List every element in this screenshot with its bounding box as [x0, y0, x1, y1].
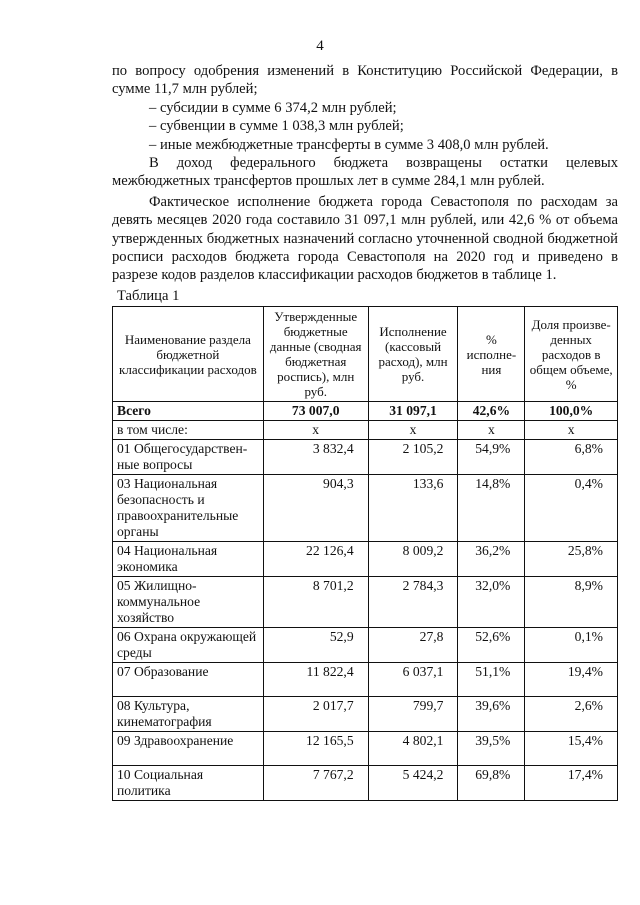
cell-approved: 904,3 — [263, 475, 368, 542]
cell-share: 17,4% — [525, 766, 618, 801]
cell-executed: 133,6 — [368, 475, 458, 542]
cell-section-name: 03 Национальная безопасность и правоохранительные органы — [113, 475, 264, 542]
cell-percent: х — [458, 421, 525, 440]
cell-approved: 52,9 — [263, 628, 368, 663]
header-percent: % исполне-ния — [458, 307, 525, 402]
cell-percent: 36,2% — [458, 542, 525, 577]
paragraph-execution: Фактическое исполнение бюджета города Севастополя по расходам за девять месяцев 2020 года составило 31 097,1 млн рублей, или 42,6 % от объема утвержденных бюджетных назначений согласно уточненной сводной бюджетной росписи расходов бюджета города Севастополя на 2020 год и приведено в разрезе кодов разделов классификации расходов бюджетов в таблице 1. — [112, 193, 618, 284]
body-text — [112, 62, 618, 285]
cell-approved: 73 007,0 — [263, 402, 368, 421]
cell-percent: 54,9% — [458, 440, 525, 475]
cell-percent: 42,6% — [458, 402, 525, 421]
list-item-other-transfers: – иные межбюджетные трансферты в сумме 3 408,0 млн рублей. — [149, 136, 549, 153]
cell-share: 6,8% — [525, 440, 618, 475]
cell-section-name: 07 Образование — [113, 663, 264, 697]
cell-share: 100,0% — [525, 402, 618, 421]
table-row — [113, 421, 618, 440]
cell-approved: 8 701,2 — [263, 577, 368, 628]
cell-executed: 31 097,1 — [368, 402, 458, 421]
cell-percent: 39,5% — [458, 732, 525, 766]
cell-percent: 39,6% — [458, 697, 525, 732]
list-item-subsidies: – субсидии в сумме 6 374,2 млн рублей; — [149, 99, 397, 116]
cell-approved: 11 822,4 — [263, 663, 368, 697]
header-share: Доля произве-денных расходов в общем объеме, % — [525, 307, 618, 402]
cell-executed: 2 784,3 — [368, 577, 458, 628]
cell-section-name: 08 Культура, кинематография — [113, 697, 264, 732]
cell-percent: 32,0% — [458, 577, 525, 628]
cell-section-name: 06 Охрана окружающей среды — [113, 628, 264, 663]
cell-section-name: Всего — [113, 402, 264, 421]
cell-share: 19,4% — [525, 663, 618, 697]
table-row — [113, 732, 618, 766]
header-approved: Утвержденные бюджетные данные (сводная бюджетная роспись), млн руб. — [263, 307, 368, 402]
table-row — [113, 628, 618, 663]
cell-section-name: 09 Здравоохранение — [113, 732, 264, 766]
cell-share: 25,8% — [525, 542, 618, 577]
cell-executed: 799,7 — [368, 697, 458, 732]
cell-executed: 2 105,2 — [368, 440, 458, 475]
cell-executed: 27,8 — [368, 628, 458, 663]
header-section-name: Наименование раздела бюджетной классификации расходов — [113, 307, 264, 402]
table-row — [113, 542, 618, 577]
cell-section-name: 10 Социальная политика — [113, 766, 264, 801]
cell-percent: 51,1% — [458, 663, 525, 697]
cell-section-name: в том числе: — [113, 421, 264, 440]
paragraph-1: по вопросу одобрения изменений в Конституцию Российской Федерации, в сумме 11,7 млн рублей; — [112, 63, 618, 98]
cell-share: 8,9% — [525, 577, 618, 628]
cell-percent: 52,6% — [458, 628, 525, 663]
cell-section-name: 05 Жилищно-коммунальное хозяйство — [113, 577, 264, 628]
cell-executed: 5 424,2 — [368, 766, 458, 801]
cell-share: х — [525, 421, 618, 440]
list-item-subventions: – субвенции в сумме 1 038,3 млн рублей; — [149, 118, 404, 135]
table-row — [113, 577, 618, 628]
cell-executed: 8 009,2 — [368, 542, 458, 577]
cell-approved: 22 126,4 — [263, 542, 368, 577]
cell-share: 2,6% — [525, 697, 618, 732]
table-row — [113, 766, 618, 801]
cell-approved: х — [263, 421, 368, 440]
cell-share: 0,1% — [525, 628, 618, 663]
table-row — [113, 697, 618, 732]
cell-section-name: 01 Общегосударствен-ные вопросы — [113, 440, 264, 475]
page-number: 4 — [316, 38, 324, 54]
table-row — [113, 402, 618, 421]
cell-approved: 12 165,5 — [263, 732, 368, 766]
cell-approved: 3 832,4 — [263, 440, 368, 475]
cell-percent: 14,8% — [458, 475, 525, 542]
cell-executed: 6 037,1 — [368, 663, 458, 697]
cell-approved: 2 017,7 — [263, 697, 368, 732]
cell-share: 15,4% — [525, 732, 618, 766]
expenditure-table — [112, 306, 618, 801]
cell-executed: 4 802,1 — [368, 732, 458, 766]
table-caption: Таблица 1 — [117, 288, 180, 304]
table-header-row — [113, 307, 618, 402]
cell-percent: 69,8% — [458, 766, 525, 801]
paragraph-returned-balances: В доход федерального бюджета возвращены остатки целевых межбюджетных трансфертов прошлых лет в сумме 284,1 млн рублей. — [112, 155, 618, 190]
table-row — [113, 663, 618, 697]
cell-approved: 7 767,2 — [263, 766, 368, 801]
header-executed: Исполнение (кассовый расход), млн руб. — [368, 307, 458, 402]
table-row — [113, 475, 618, 542]
table-row — [113, 440, 618, 475]
cell-share: 0,4% — [525, 475, 618, 542]
cell-executed: х — [368, 421, 458, 440]
cell-section-name: 04 Национальная экономика — [113, 542, 264, 577]
